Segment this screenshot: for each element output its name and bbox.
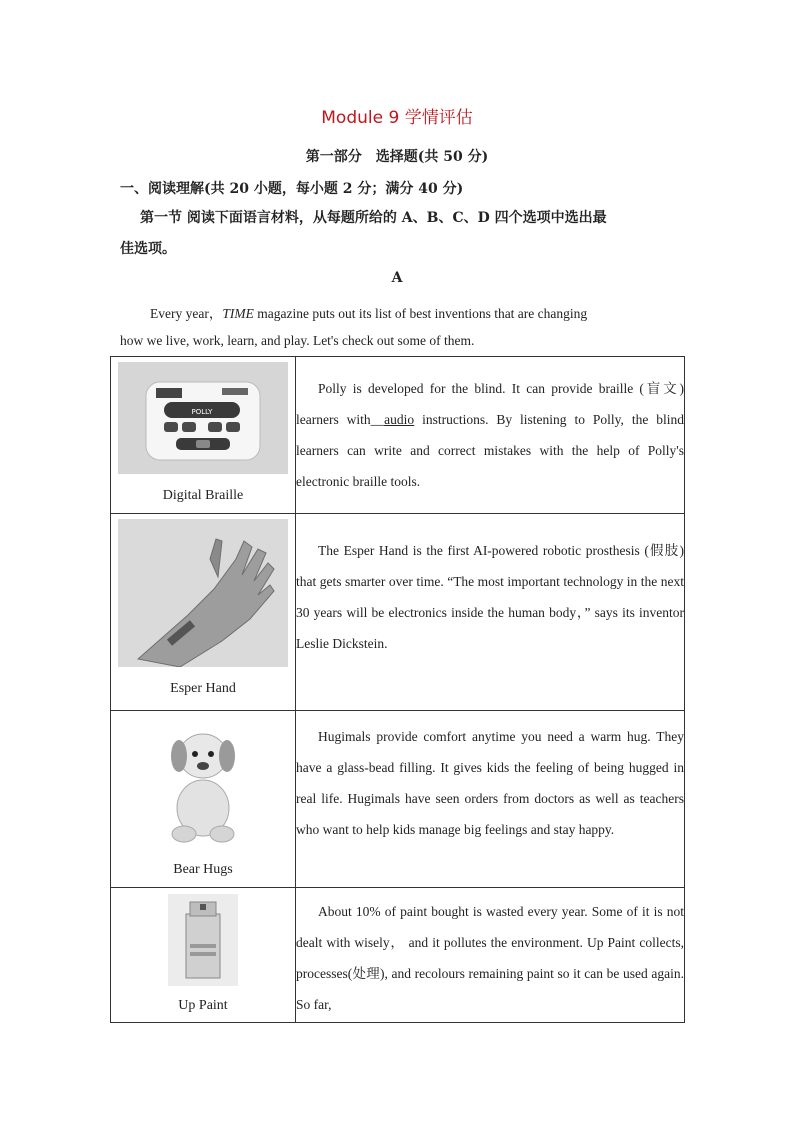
image-cell [111,711,296,888]
invention-caption: Up Paint [178,998,228,1013]
page-title: Module 9 学情评估 [321,108,473,128]
paint-box-icon [168,894,238,986]
robotic-hand-image [118,519,288,667]
robotic-hand-icon [118,519,288,667]
section-instruction-cont: 佳选项。 [120,241,176,257]
text-cell [296,357,685,514]
invention-description [296,373,684,497]
device-label: POLLY [191,408,213,416]
section-heading: 一、阅读理解(共 20 小题，每小题 2 分；满分 40 分) [120,181,464,197]
text-cell [296,711,685,888]
invention-description [296,535,684,659]
section-instruction: 第一节 阅读下面语言材料，从每题所给的 A、B、C、D 四个选项中选出最 [126,210,607,226]
part-heading: 第一部分 选择题(共 50 分) [305,149,489,165]
intro-line-1 [150,302,587,322]
intro-pre: Every year， [150,306,223,321]
invention-caption: Bear Hugs [173,862,233,877]
table-row [111,888,685,1023]
braille-device-icon [118,362,288,474]
invention-caption: Esper Hand [170,681,236,696]
teddy-bear-icon [162,716,244,846]
description-part: The Esper Hand is the first AI-powered robotic prosthesis (假肢) that gets smarter over time. “The most important technology in the next 30 years will be electronics inside the human body，” says its inventor Leslie Dickstein. [296,543,684,651]
underlined-word: audio [384,412,415,427]
image-cell [111,514,296,711]
image-cell [111,888,296,1023]
invention-caption: Digital Braille [162,488,244,503]
bear-toy-image [162,716,244,846]
description-part: Hugimals provide comfort anytime you need a warm hug. They have a glass-bead filling. It gives kids the feeling of being hugged in real life. Hugimals have seen orders from doctors as well as teachers who want to help kids manage big feelings and stay happy. [296,729,684,837]
inventions-table [110,356,685,1023]
text-cell [296,888,685,1023]
description-part: Polly is developed for the blind. It can provide braille (盲文) learners with__ [296,381,684,427]
description-part: About 10% of paint bought is wasted every year. Some of it is not dealt with wisely， and it pollutes the environment. Up Paint collects, processes(处理), and recolours remaining paint so it can be used again. So far, [296,904,684,1012]
intro-line-2: how we live, work, learn, and play. Let's check out some of them. [120,333,475,348]
magazine-name: TIME [222,306,254,321]
invention-description [296,721,684,845]
paint-box-image [168,894,238,986]
invention-description [296,896,684,1020]
intro-post: magazine puts out its list of best inventions that are changing [253,306,588,321]
passage-letter: A [391,270,403,286]
table-row [111,357,685,514]
table-row [111,711,685,888]
braille-device-image [118,362,288,474]
text-cell [296,514,685,711]
image-cell [111,357,296,514]
table-row [111,514,685,711]
description-part: instructions. By listening to Polly, the blind learners can write and correct mistakes with the help of Polly's electronic braille tools. [296,412,684,489]
